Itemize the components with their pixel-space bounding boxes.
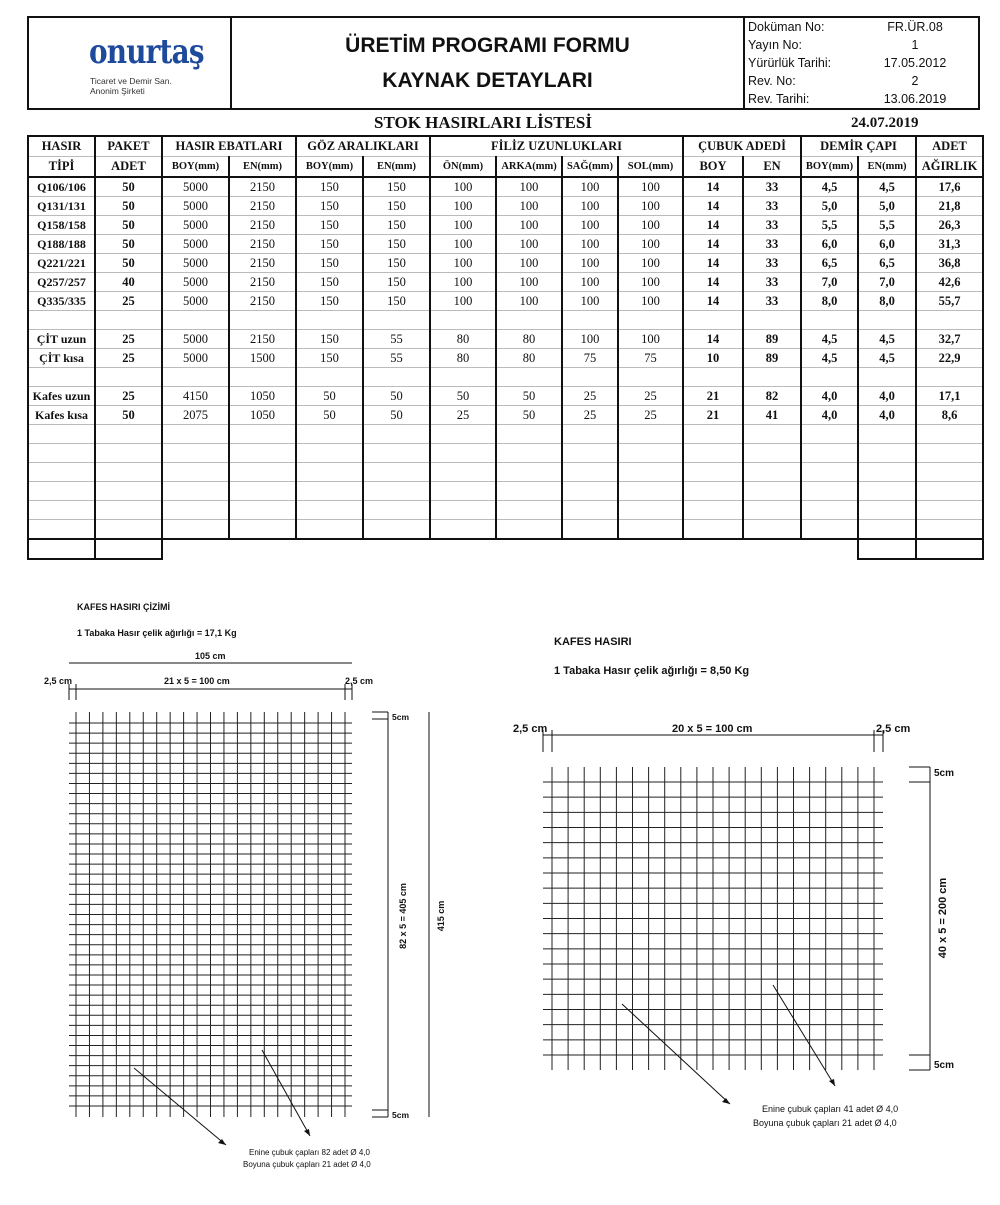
- table-cell: 21,8: [916, 197, 983, 216]
- table-cell: 80: [496, 349, 562, 368]
- table-cell: 100: [562, 254, 618, 273]
- table-cell: 150: [363, 177, 430, 197]
- table-cell: 5000: [162, 177, 229, 197]
- table-cell: 40: [95, 273, 162, 292]
- subheader-tipi: TİPİ: [28, 157, 95, 178]
- table-cell: 150: [296, 330, 363, 349]
- left-total-height-label: [436, 901, 446, 932]
- table-cell: 14: [683, 216, 743, 235]
- left-leader-line-2: [262, 1050, 310, 1136]
- table-cell: 100: [562, 235, 618, 254]
- meta-value: 17.05.2012: [883, 56, 947, 70]
- stock-list-title: STOK HASIRLARI LİSTESİ: [374, 113, 592, 132]
- table-cell: 2150: [229, 177, 296, 197]
- subheader-adet: ADET: [95, 157, 162, 178]
- table-cell: 1050: [229, 387, 296, 406]
- table-cell: 7,0: [858, 273, 916, 292]
- table-cell: 50: [363, 406, 430, 425]
- table-cell: 25: [95, 349, 162, 368]
- table-cell: 14: [683, 235, 743, 254]
- left-vertical-span-label: [398, 883, 408, 949]
- table-cell: Q335/335: [28, 292, 95, 311]
- subheader-cubuk-en: EN: [743, 157, 801, 178]
- table-cell: 25: [95, 387, 162, 406]
- table-cell: 89: [743, 349, 801, 368]
- table-cell: 33: [743, 197, 801, 216]
- table-cell: 4,0: [858, 387, 916, 406]
- table-cell: 100: [618, 254, 683, 273]
- table-cell: 2075: [162, 406, 229, 425]
- table-cell: 100: [430, 216, 496, 235]
- table-cell: 25: [430, 406, 496, 425]
- left-drawing-title: KAFES HASIRI ÇİZİMİ: [77, 602, 171, 612]
- left-top-margin-label: 5cm: [392, 712, 410, 722]
- table-cell: 22,9: [916, 349, 983, 368]
- table-cell: Q257/257: [28, 273, 95, 292]
- table-cell: 2150: [229, 197, 296, 216]
- table-cell: 4,5: [858, 349, 916, 368]
- table-cell: 50: [496, 406, 562, 425]
- table-cell: 100: [562, 273, 618, 292]
- subheader-demir-boy-mm: BOY(mm): [801, 157, 858, 178]
- table-cell: 4,5: [801, 177, 858, 197]
- subheader-sag-mm: SAĞ(mm): [562, 157, 618, 178]
- table-cell: 36,8: [916, 254, 983, 273]
- right-vertical-span-label: [937, 878, 949, 958]
- table-cell: 50: [95, 406, 162, 425]
- left-span-label: 21 x 5 = 100 cm: [164, 676, 230, 686]
- right-edge-right-label: 2,5 cm: [876, 723, 911, 735]
- left-note-transverse: Enine çubuk çapları 82 adet Ø 4,0: [249, 1148, 370, 1157]
- table-cell: 25: [618, 406, 683, 425]
- right-leader-line-1: [622, 1004, 730, 1104]
- right-bottom-margin-label: 5cm: [934, 1060, 955, 1071]
- right-top-margin-label: 5cm: [934, 768, 955, 779]
- table-cell: 5,0: [858, 197, 916, 216]
- table-cell: 100: [430, 254, 496, 273]
- header-demir-capi: DEMİR ÇAPI: [801, 136, 916, 157]
- table-cell: 100: [562, 177, 618, 197]
- form-title-line2: KAYNAK DETAYLARI: [382, 69, 593, 92]
- table-cell: 8,0: [858, 292, 916, 311]
- subheader-agirlik: AĞIRLIK: [916, 157, 983, 178]
- subheader-cubuk-boy: BOY: [683, 157, 743, 178]
- right-drawing-weight: 1 Tabaka Hasır çelik ağırlığı = 8,50 Kg: [554, 665, 750, 677]
- table-cell: 82: [743, 387, 801, 406]
- table-cell: 2150: [229, 330, 296, 349]
- table-cell: 80: [496, 330, 562, 349]
- table-cell: 33: [743, 216, 801, 235]
- meta-value: FR.ÜR.08: [887, 20, 943, 34]
- stock-list-date: 24.07.2019: [851, 115, 919, 131]
- table-cell: 100: [618, 177, 683, 197]
- table-cell: 89: [743, 330, 801, 349]
- meta-label: Doküman No:: [748, 20, 825, 34]
- table-cell: 26,3: [916, 216, 983, 235]
- table-cell: 6,0: [801, 235, 858, 254]
- table-cell: 150: [363, 216, 430, 235]
- subheader-boy-mm: BOY(mm): [162, 157, 229, 178]
- table-cell: 100: [496, 216, 562, 235]
- table-cell: 100: [430, 292, 496, 311]
- meta-label: Rev. Tarihi:: [748, 92, 810, 106]
- table-cell: 8,6: [916, 406, 983, 425]
- subheader-sol-mm: SOL(mm): [618, 157, 683, 178]
- left-mesh-grid: [69, 712, 352, 1117]
- table-cell: 14: [683, 330, 743, 349]
- table-cell: 14: [683, 177, 743, 197]
- table-cell: 33: [743, 254, 801, 273]
- table-cell: 5000: [162, 197, 229, 216]
- table-cell: 100: [618, 216, 683, 235]
- table-cell: 50: [95, 177, 162, 197]
- table-cell: 2150: [229, 235, 296, 254]
- table-cell: 14: [683, 254, 743, 273]
- table-cell: 4,5: [858, 177, 916, 197]
- table-cell: 5000: [162, 330, 229, 349]
- table-cell: 21: [683, 387, 743, 406]
- table-cell: 5000: [162, 235, 229, 254]
- table-cell: 2150: [229, 292, 296, 311]
- header-hasir-ebatlari: HASIR EBATLARI: [162, 136, 296, 157]
- table-cell: 7,0: [801, 273, 858, 292]
- table-cell: 6,5: [801, 254, 858, 273]
- table-cell: 4,0: [801, 406, 858, 425]
- table-cell: 17,1: [916, 387, 983, 406]
- table-cell: 100: [562, 330, 618, 349]
- meta-value: 13.06.2019: [883, 92, 947, 106]
- table-cell: 150: [363, 273, 430, 292]
- form-title-line1: ÜRETİM PROGRAMI FORMU: [345, 34, 630, 57]
- table-cell: 5000: [162, 254, 229, 273]
- meta-value: 1: [911, 38, 919, 52]
- table-cell: Q106/106: [28, 177, 95, 197]
- table-cell: 1500: [229, 349, 296, 368]
- logo-subtitle-line2: Anonim Şirketi: [90, 86, 145, 96]
- table-cell: 55: [363, 330, 430, 349]
- table-cell: Kafes kısa: [28, 406, 95, 425]
- table-cell: 100: [562, 292, 618, 311]
- table-cell: 14: [683, 273, 743, 292]
- table-cell: 4150: [162, 387, 229, 406]
- table-cell: 150: [296, 216, 363, 235]
- table-cell: 100: [430, 235, 496, 254]
- table-cell: 100: [618, 330, 683, 349]
- table-cell: 150: [296, 273, 363, 292]
- table-cell: 4,0: [801, 387, 858, 406]
- right-mesh-grid: [543, 767, 883, 1070]
- table-cell: 32,7: [916, 330, 983, 349]
- table-cell: 50: [95, 235, 162, 254]
- table-cell: 100: [562, 197, 618, 216]
- subheader-demir-en-mm: EN(mm): [858, 157, 916, 178]
- table-cell: 25: [618, 387, 683, 406]
- table-cell: ÇİT kısa: [28, 349, 95, 368]
- left-total-height-text: 415 cm: [436, 900, 446, 932]
- table-cell: 100: [562, 216, 618, 235]
- table-cell: 100: [430, 177, 496, 197]
- table-cell: 150: [296, 349, 363, 368]
- arrowhead: [722, 1098, 730, 1104]
- right-note-transverse: Enine çubuk çapları 41 adet Ø 4,0: [762, 1104, 899, 1114]
- table-cell: 33: [743, 235, 801, 254]
- table-cell: 31,3: [916, 235, 983, 254]
- meta-label: Rev. No:: [748, 74, 796, 88]
- table-cell: 100: [430, 197, 496, 216]
- table-cell: 41: [743, 406, 801, 425]
- table-cell: 50: [430, 387, 496, 406]
- table-cell: 8,0: [801, 292, 858, 311]
- table-cell: 42,6: [916, 273, 983, 292]
- table-cell: 5,5: [858, 216, 916, 235]
- table-cell: 4,5: [801, 349, 858, 368]
- leader-arrowheads: [218, 1079, 835, 1145]
- header-filiz-uzunluklari: FİLİZ UZUNLUKLARI: [430, 136, 683, 157]
- header-adet: ADET: [916, 136, 983, 157]
- subheader-arka-mm: ARKA(mm): [496, 157, 562, 178]
- table-cell: Q188/188: [28, 235, 95, 254]
- table-cell: 14: [683, 197, 743, 216]
- arrowhead: [304, 1129, 310, 1136]
- right-drawing-title: KAFES HASIRI: [554, 636, 632, 648]
- table-cell: 25: [95, 292, 162, 311]
- table-cell: 5000: [162, 273, 229, 292]
- left-edge-left-label: 2,5 cm: [44, 676, 73, 686]
- table-cell: 6,5: [858, 254, 916, 273]
- table-cell: 100: [618, 235, 683, 254]
- table-cell: 2150: [229, 254, 296, 273]
- table-cell: 4,5: [801, 330, 858, 349]
- table-cell: 150: [363, 254, 430, 273]
- left-edge-right-label: 2,5 cm: [345, 676, 374, 686]
- left-bottom-margin-label: 5cm: [392, 1110, 410, 1120]
- table-cell: 150: [363, 197, 430, 216]
- table-cell: Q131/131: [28, 197, 95, 216]
- header-goz-araliklari: GÖZ ARALIKLARI: [296, 136, 430, 157]
- table-cell: 14: [683, 292, 743, 311]
- table-cell: 6,0: [858, 235, 916, 254]
- table-cell: 25: [562, 406, 618, 425]
- table-cell: 150: [296, 235, 363, 254]
- left-drawing-weight: 1 Tabaka Hasır çelik ağırlığı = 17,1 Kg: [77, 628, 237, 638]
- meta-label: Yürürlük Tarihi:: [748, 56, 832, 70]
- table-cell: 100: [618, 197, 683, 216]
- table-cell: 1050: [229, 406, 296, 425]
- table-cell: 33: [743, 273, 801, 292]
- table-cell: 5000: [162, 349, 229, 368]
- table-cell: 50: [363, 387, 430, 406]
- logo-wordmark: onurtaş: [89, 32, 204, 72]
- table-cell: 5,5: [801, 216, 858, 235]
- table-cell: 100: [496, 273, 562, 292]
- table-cell: 5000: [162, 216, 229, 235]
- table-cell: 80: [430, 330, 496, 349]
- left-note-longitudinal: Boyuna çubuk çapları 21 adet Ø 4,0: [243, 1160, 371, 1169]
- table-cell: 17,6: [916, 177, 983, 197]
- table-cell: 100: [496, 177, 562, 197]
- logo-subtitle-line1: Ticaret ve Demir San.: [90, 76, 172, 86]
- table-cell: 21: [683, 406, 743, 425]
- left-vertical-span-text: 82 x 5 = 405 cm: [398, 883, 408, 949]
- table-cell: 100: [496, 235, 562, 254]
- table-cell: 100: [618, 273, 683, 292]
- subheader-goz-en-mm: EN(mm): [363, 157, 430, 178]
- table-cell: 33: [743, 177, 801, 197]
- table-cell: 100: [496, 254, 562, 273]
- table-cell: 4,5: [858, 330, 916, 349]
- table-cell: 55: [363, 349, 430, 368]
- table-cell: 150: [296, 292, 363, 311]
- table-cell: 50: [95, 254, 162, 273]
- table-cell: 4,0: [858, 406, 916, 425]
- table-cell: 2150: [229, 273, 296, 292]
- table-cell: 10: [683, 349, 743, 368]
- table-cell: 100: [618, 292, 683, 311]
- table-cell: 50: [496, 387, 562, 406]
- table-cell: 5000: [162, 292, 229, 311]
- header-hasir: HASIR: [28, 136, 95, 157]
- table-cell: 50: [95, 216, 162, 235]
- table-cell: 150: [296, 254, 363, 273]
- meta-value: 2: [911, 74, 919, 88]
- table-cell: 80: [430, 349, 496, 368]
- table-cell: 33: [743, 292, 801, 311]
- table-cell: 100: [496, 292, 562, 311]
- table-cell: ÇİT uzun: [28, 330, 95, 349]
- table-cell: 50: [296, 387, 363, 406]
- table-cell: Q221/221: [28, 254, 95, 273]
- table-cell: Q158/158: [28, 216, 95, 235]
- table-cell: 150: [363, 292, 430, 311]
- table-cell: 100: [496, 197, 562, 216]
- table-cell: 2150: [229, 216, 296, 235]
- header-cubuk-adedi: ÇUBUK ADEDİ: [683, 136, 801, 157]
- right-note-longitudinal: Boyuna çubuk çapları 21 adet Ø 4,0: [753, 1118, 897, 1128]
- right-vertical-span-text: 40 x 5 = 200 cm: [937, 877, 949, 959]
- table-cell: 25: [95, 330, 162, 349]
- table-cell: 75: [618, 349, 683, 368]
- header-paket: PAKET: [95, 136, 162, 157]
- right-span-label: 20 x 5 = 100 cm: [672, 723, 753, 735]
- right-edge-left-label: 2,5 cm: [513, 723, 548, 735]
- left-total-width-label: 105 cm: [195, 651, 226, 661]
- subheader-en-mm: EN(mm): [229, 157, 296, 178]
- subheader-on-mm: ÖN(mm): [430, 157, 496, 178]
- table-cell: 25: [562, 387, 618, 406]
- arrowhead: [829, 1079, 835, 1086]
- table-cell: 150: [363, 235, 430, 254]
- table-cell: 100: [430, 273, 496, 292]
- table-cell: 50: [296, 406, 363, 425]
- table-cell: 150: [296, 177, 363, 197]
- subheader-goz-boy-mm: BOY(mm): [296, 157, 363, 178]
- table-cell: Kafes uzun: [28, 387, 95, 406]
- table-cell: 150: [296, 197, 363, 216]
- table-cell: 55,7: [916, 292, 983, 311]
- table-cell: 75: [562, 349, 618, 368]
- meta-label: Yayın No:: [748, 38, 802, 52]
- table-cell: 5,0: [801, 197, 858, 216]
- table-cell: 50: [95, 197, 162, 216]
